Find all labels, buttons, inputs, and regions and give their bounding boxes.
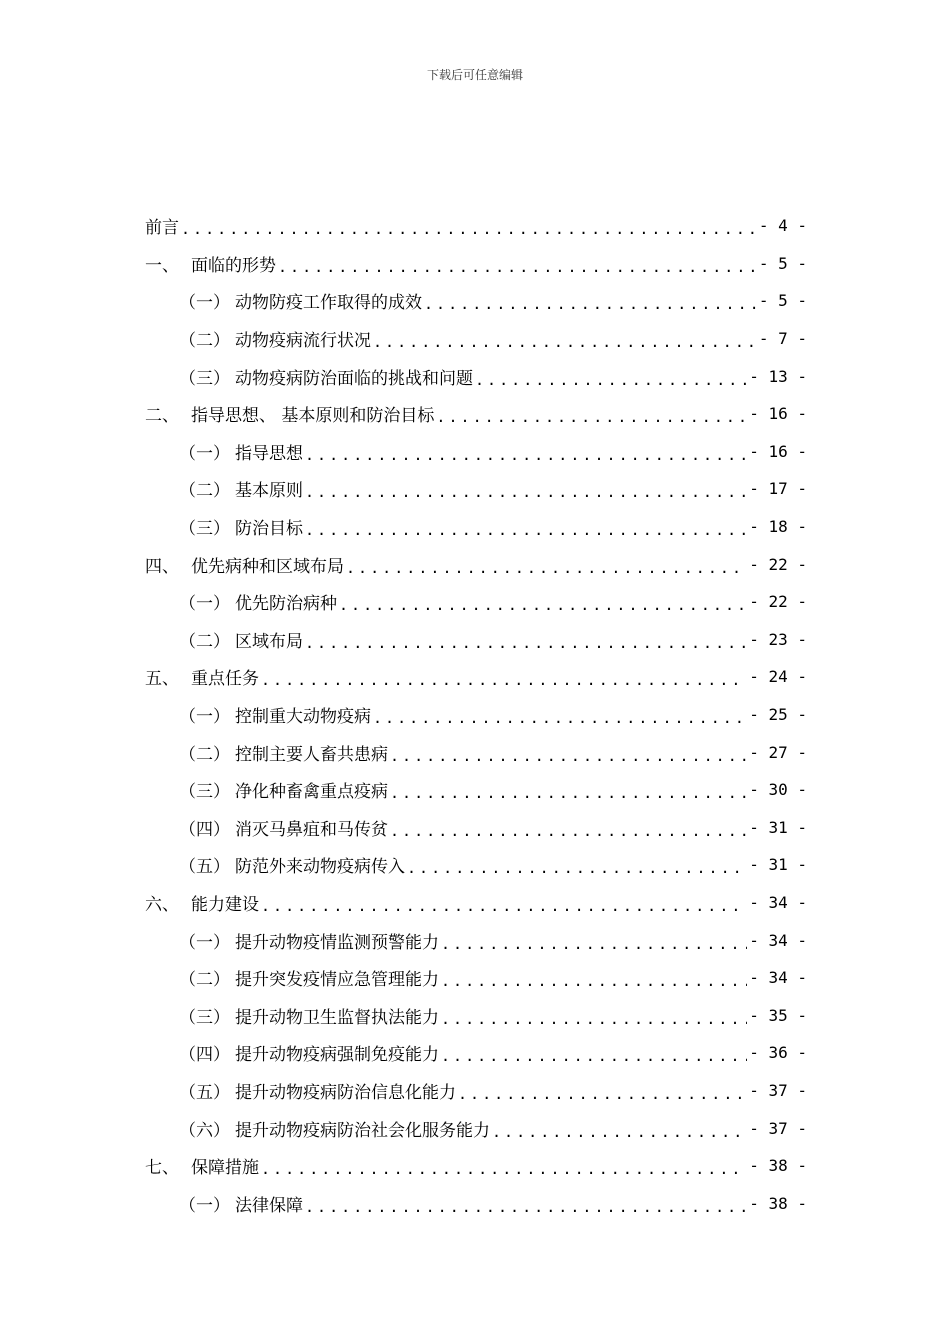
toc-entry-page-number: - 24 - (749, 667, 807, 687)
toc-entry-number: （六） (179, 1120, 230, 1141)
toc-entry-title: 保障措施 (191, 1158, 259, 1179)
toc-entry-label (179, 928, 439, 953)
toc-entry-label (145, 401, 434, 426)
dot-leader (278, 260, 757, 275)
toc-entry[interactable] (145, 508, 807, 546)
toc-entry-page-number: - 31 - (749, 817, 807, 837)
dot-leader (305, 448, 747, 463)
toc-entry[interactable] (145, 470, 807, 508)
toc-entry-page-number: - 17 - (749, 479, 807, 499)
toc-entry-title: 提升动物疫病防治社会化服务能力 (235, 1120, 490, 1141)
toc-entry-page-number: - 18 - (749, 517, 807, 537)
toc-entry-label (145, 251, 276, 276)
toc-entry[interactable] (145, 921, 807, 959)
toc-entry-title: 提升动物疫病防治信息化能力 (235, 1082, 456, 1103)
toc-entry[interactable] (145, 282, 807, 320)
dot-leader (436, 410, 747, 425)
toc-entry-title: 动物疫病流行状况 (235, 331, 371, 352)
toc-entry-label (179, 326, 371, 351)
toc-entry-page-number: - 34 - (749, 930, 807, 950)
dot-leader (373, 335, 757, 350)
toc-entry-number: （四） (179, 819, 230, 840)
toc-entry[interactable] (145, 1147, 807, 1185)
toc-entry[interactable] (145, 433, 807, 471)
toc-entry-page-number: - 34 - (749, 968, 807, 988)
toc-entry[interactable] (145, 320, 807, 358)
toc-entry-page-number: - 22 - (749, 554, 807, 574)
toc-entry-label (145, 552, 344, 577)
toc-entry-title: 能力建设 (191, 894, 259, 915)
toc-entry-label (179, 852, 405, 877)
toc-entry[interactable] (145, 621, 807, 659)
dot-leader (339, 598, 747, 613)
toc-entry-title: 净化种畜禽重点疫病 (235, 782, 388, 803)
dot-leader (261, 899, 747, 914)
toc-entry-number: （二） (179, 744, 230, 765)
toc-entry-label (179, 1040, 439, 1065)
toc-entry-label (179, 1078, 456, 1103)
toc-entry-title: 法律保障 (235, 1195, 303, 1216)
toc-entry-label (179, 439, 303, 464)
toc-entry-number: （三） (179, 782, 230, 803)
toc-entry-label (179, 740, 388, 765)
dot-leader (458, 1087, 747, 1102)
toc-entry[interactable] (145, 395, 807, 433)
dot-leader (441, 1012, 747, 1027)
toc-entry-number: （一） (179, 443, 230, 464)
toc-entry-number: （五） (179, 1082, 230, 1103)
toc-entry-page-number: - 13 - (749, 366, 807, 386)
toc-entry-title: 优先病种和区域布局 (191, 556, 344, 577)
dot-leader (373, 711, 747, 726)
dot-leader (441, 937, 747, 952)
toc-entry-page-number: - 5 - (758, 253, 807, 273)
toc-entry-page-number: - 4 - (758, 216, 807, 236)
toc-entry-number: （一） (179, 594, 230, 615)
toc-entry-label (145, 890, 259, 915)
toc-entry-page-number: - 30 - (749, 780, 807, 800)
toc-entry-number: （一） (179, 293, 230, 314)
toc-entry-title: 指导思想、 基本原则和防治目标 (191, 406, 435, 427)
toc-entry-label (179, 1191, 303, 1216)
toc-entry-page-number: - 27 - (749, 742, 807, 762)
toc-entry-label (179, 815, 388, 840)
dot-leader (390, 824, 747, 839)
toc-entry-label (179, 702, 371, 727)
toc-entry[interactable] (145, 583, 807, 621)
toc-entry-label (179, 589, 337, 614)
toc-entry-number: 七、 (145, 1158, 179, 1179)
dot-leader (181, 222, 757, 237)
toc-entry-title: 重点任务 (191, 669, 259, 690)
dot-leader (407, 861, 747, 876)
toc-entry-number: （一） (179, 1195, 230, 1216)
dot-leader (346, 561, 747, 576)
toc-entry[interactable] (145, 1034, 807, 1072)
table-of-contents (145, 207, 807, 1222)
toc-entry-label (145, 213, 179, 238)
toc-entry-number: （一） (179, 707, 230, 728)
toc-entry-number: （二） (179, 970, 230, 991)
toc-entry-number: 四、 (145, 556, 179, 577)
toc-entry-label (179, 514, 303, 539)
dot-leader (390, 749, 747, 764)
dot-leader (305, 636, 747, 651)
toc-entry[interactable] (145, 1109, 807, 1147)
toc-entry[interactable] (145, 809, 807, 847)
toc-entry-number: （三） (179, 1007, 230, 1028)
toc-entry-number: （二） (179, 331, 230, 352)
toc-entry-page-number: - 37 - (749, 1080, 807, 1100)
toc-entry[interactable] (145, 846, 807, 884)
dot-leader (441, 1049, 747, 1064)
toc-entry-page-number: - 37 - (749, 1118, 807, 1138)
toc-entry[interactable] (145, 658, 807, 696)
toc-entry-label (145, 664, 259, 689)
toc-entry-title: 控制主要人畜共患病 (235, 744, 388, 765)
toc-entry-page-number: - 7 - (758, 329, 807, 349)
toc-entry-title: 优先防治病种 (235, 594, 337, 615)
toc-entry-page-number: - 34 - (749, 892, 807, 912)
toc-entry-label (179, 1116, 490, 1141)
toc-entry-label (145, 1153, 259, 1178)
toc-entry-number: 五、 (145, 669, 179, 690)
toc-entry-label (179, 476, 303, 501)
toc-entry-page-number: - 22 - (749, 592, 807, 612)
toc-entry-page-number: - 35 - (749, 1005, 807, 1025)
toc-entry-number: （三） (179, 519, 230, 540)
toc-entry-title: 区域布局 (235, 631, 303, 652)
toc-entry-number: 二、 (145, 406, 179, 427)
toc-entry[interactable] (145, 996, 807, 1034)
toc-entry-title: 消灭马鼻疽和马传贫 (235, 819, 388, 840)
toc-entry-title: 前言 (145, 218, 179, 239)
toc-entry-title: 面临的形势 (191, 255, 276, 276)
toc-entry-title: 动物疫病防治面临的挑战和问题 (235, 368, 473, 389)
toc-entry-label (179, 1003, 439, 1028)
toc-entry-page-number: - 38 - (749, 1193, 807, 1213)
toc-entry[interactable] (145, 733, 807, 771)
toc-entry[interactable] (145, 771, 807, 809)
toc-entry[interactable] (145, 1072, 807, 1110)
toc-entry-number: （二） (179, 631, 230, 652)
toc-entry-page-number: - 5 - (758, 291, 807, 311)
toc-entry-title: 动物防疫工作取得的成效 (235, 293, 422, 314)
toc-entry-number: （一） (179, 932, 230, 953)
toc-entry-title: 提升动物疫病强制免疫能力 (235, 1045, 439, 1066)
toc-entry-label (179, 627, 303, 652)
toc-entry-page-number: - 16 - (749, 441, 807, 461)
dot-leader (441, 974, 747, 989)
toc-entry-title: 基本原则 (235, 481, 303, 502)
toc-entry-title: 指导思想 (235, 443, 303, 464)
toc-entry-title: 提升突发疫情应急管理能力 (235, 970, 439, 991)
toc-entry-title: 防范外来动物疫病传入 (235, 857, 405, 878)
toc-entry-page-number: - 16 - (749, 404, 807, 424)
toc-entry[interactable] (145, 959, 807, 997)
toc-entry-page-number: - 36 - (749, 1043, 807, 1063)
dot-leader (261, 673, 747, 688)
toc-entry-page-number: - 25 - (749, 705, 807, 725)
toc-entry-number: 一、 (145, 255, 179, 276)
dot-leader (424, 297, 757, 312)
dot-leader (305, 523, 747, 538)
dot-leader (305, 485, 747, 500)
dot-leader (261, 1162, 747, 1177)
toc-entry-label (179, 965, 439, 990)
dot-leader (390, 786, 747, 801)
toc-entry[interactable] (145, 207, 807, 245)
toc-entry-number: （五） (179, 857, 230, 878)
toc-entry[interactable] (145, 696, 807, 734)
toc-entry-label (179, 364, 473, 389)
toc-entry-number: （二） (179, 481, 230, 502)
dot-leader (305, 1200, 747, 1215)
toc-entry-page-number: - 23 - (749, 629, 807, 649)
toc-entry[interactable] (145, 245, 807, 283)
page-header: 下载后可任意编辑 (426, 68, 523, 82)
toc-entry-title: 提升动物卫生监督执法能力 (235, 1007, 439, 1028)
toc-entry-number: （三） (179, 368, 230, 389)
toc-entry-number: （四） (179, 1045, 230, 1066)
toc-entry-title: 防治目标 (235, 519, 303, 540)
toc-entry[interactable] (145, 545, 807, 583)
toc-entry-label (179, 777, 388, 802)
toc-entry[interactable] (145, 884, 807, 922)
dot-leader (475, 373, 747, 388)
toc-entry-page-number: - 31 - (749, 855, 807, 875)
toc-entry[interactable] (145, 357, 807, 395)
toc-entry-title: 提升动物疫情监测预警能力 (235, 932, 439, 953)
toc-entry-page-number: - 38 - (749, 1156, 807, 1176)
dot-leader (492, 1125, 747, 1140)
toc-entry-number: 六、 (145, 894, 179, 915)
toc-entry-title: 控制重大动物疫病 (235, 707, 371, 728)
toc-entry-label (179, 288, 422, 313)
toc-entry[interactable] (145, 1184, 807, 1222)
